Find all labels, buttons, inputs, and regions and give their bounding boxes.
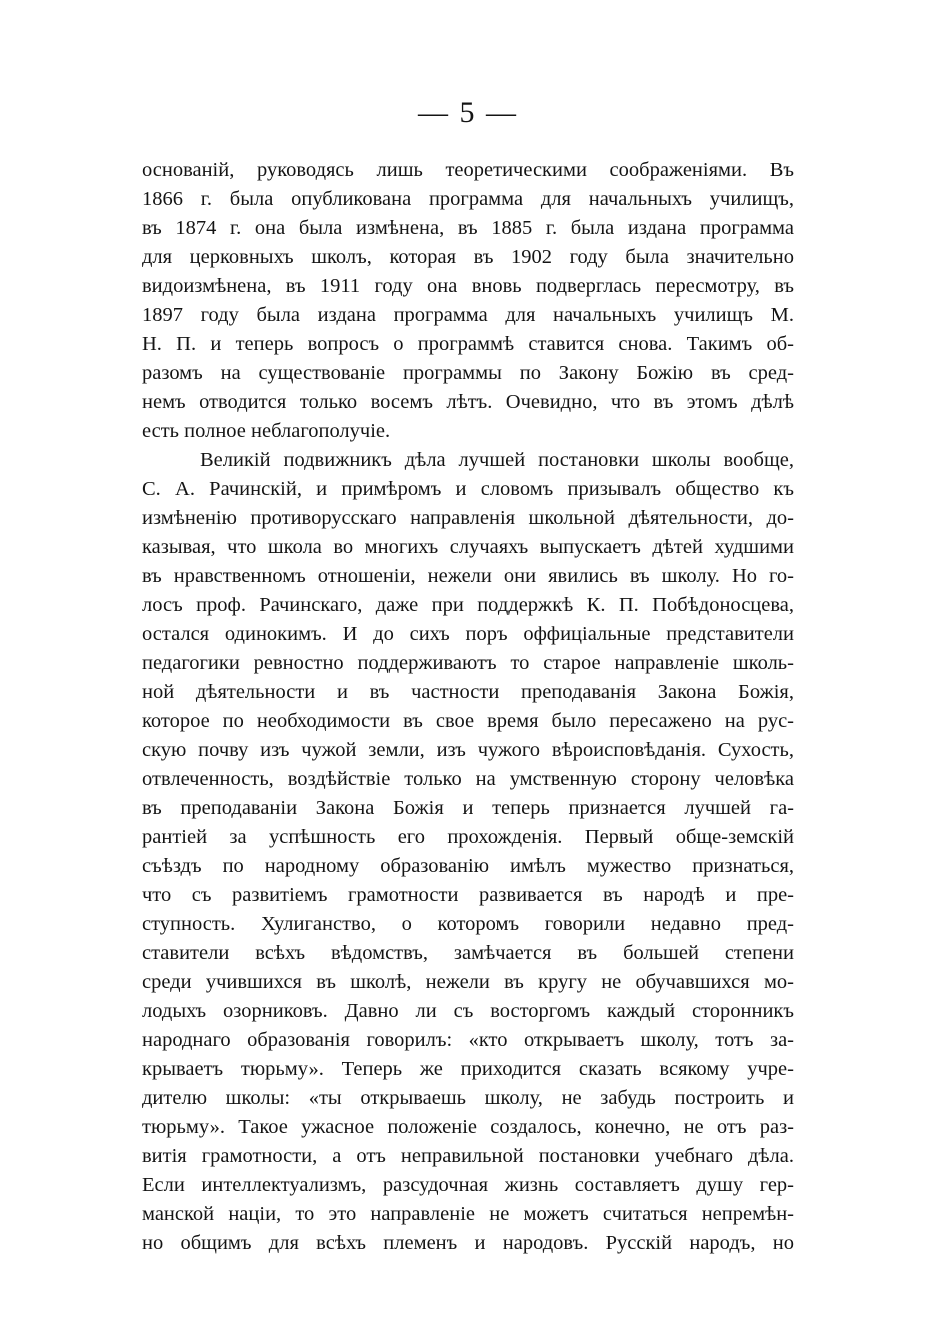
text-line: Н. П. и теперь вопросъ о программѣ ставится снова. Такимъ об- <box>142 333 794 355</box>
text-line: въ нравственномъ отношеніи, нежели они явились въ школу. Но го- <box>142 565 794 587</box>
text-line: лосъ проф. Рачинскаго, даже при поддержкѣ К. П. Побѣдоносцева, <box>142 594 794 616</box>
text-line: казывая, что школа во многихъ случаяхъ выпускаетъ дѣтей худшими <box>142 536 794 558</box>
text-line: рантіей за успѣшность его прохожденія. Первый обще-земскій <box>142 826 794 848</box>
text-line: основаній, руководясь лишь теоретическими соображеніями. Въ <box>142 159 794 181</box>
text-line: есть полное неблагополучіе. <box>142 420 391 442</box>
text-line: немъ отводится только восемъ лѣтъ. Очевидно, что въ этомъ дѣлѣ <box>142 391 794 413</box>
text-line: для церковныхъ школъ, которая въ 1902 году была значительно <box>142 246 794 268</box>
text-line: дителю школы: «ты открываешь школу, не забудь построить и <box>142 1087 794 1109</box>
body-text <box>142 156 794 1258</box>
text-line: 1897 году была издана программа для начальныхъ училищъ М. <box>142 304 794 326</box>
text-line: педагогики ревностно поддерживаютъ то старое направленіе школь- <box>142 652 794 674</box>
text-line: тюрьму». Такое ужасное положеніе создалось, конечно, не отъ раз- <box>142 1116 794 1138</box>
page-number: — 5 — <box>418 96 518 129</box>
text-line: лодыхъ озорниковъ. Давно ли съ восторгомъ каждый сторонникъ <box>142 1000 794 1022</box>
text-line: скую почву изъ чужой земли, изъ чужого вѣроисповѣданія. Сухость, <box>142 739 794 761</box>
text-line: видоизмѣнена, въ 1911 году она вновь подверглась пересмотру, въ <box>142 275 794 297</box>
text-line: разомъ на существованіе программы по Закону Божію въ сред- <box>142 362 794 384</box>
text-line: остался одинокимъ. И до сихъ поръ оффиціальные представители <box>142 623 794 645</box>
text-line: въ преподаваніи Закона Божія и теперь признается лучшей га- <box>142 797 794 819</box>
text-line: отвлеченность, воздѣйствіе только на умственную сторону человѣка <box>142 768 794 790</box>
text-line: витія грамотности, а отъ неправильной постановки учебнаго дѣла. <box>142 1145 794 1167</box>
text-line: измѣненію противорусскаго направленія школьной дѣятельности, до- <box>142 507 794 529</box>
text-line: среди учившихся въ школѣ, нежели въ кругу не обучавшихся мо- <box>142 971 794 993</box>
text-line: манской націи, то это направленіе не можетъ считаться непремѣн- <box>142 1203 794 1225</box>
text-line: въ 1874 г. она была измѣнена, въ 1885 г. была издана программа <box>142 217 794 239</box>
paragraph <box>142 156 794 446</box>
text-line: народнаго образованія говорилъ: «кто открываетъ школу, тотъ за- <box>142 1029 794 1051</box>
text-line: ной дѣятельности и въ частности преподаванія Закона Божія, <box>142 681 794 703</box>
text-line: съѣздъ по народному образованію имѣлъ мужество признаться, <box>142 855 794 877</box>
text-line: Великій подвижникъ дѣла лучшей постановки школы вообще, <box>200 449 794 471</box>
text-line: ступность. Хулиганство, о которомъ говорили недавно пред- <box>142 913 794 935</box>
text-line: С. А. Рачинскій, и примѣромъ и словомъ призывалъ общество къ <box>142 478 794 500</box>
text-line: но общимъ для всѣхъ племенъ и народовъ. Русскій народъ, но <box>142 1232 794 1254</box>
text-line: ставители всѣхъ вѣдомствъ, замѣчается въ большей степени <box>142 942 794 964</box>
text-line: которое по необходимости въ свое время было пересажено на рус- <box>142 710 794 732</box>
text-line: Если интеллектуализмъ, разсудочная жизнь составляетъ душу гер- <box>142 1174 794 1196</box>
text-line: крываетъ тюрьму». Теперь же приходится сказать всякому учре- <box>142 1058 794 1080</box>
text-line: 1866 г. была опубликована программа для начальныхъ училищъ, <box>142 188 794 210</box>
paragraph <box>142 446 794 1258</box>
text-line: что съ развитіемъ грамотности развивается въ народѣ и пре- <box>142 884 794 906</box>
